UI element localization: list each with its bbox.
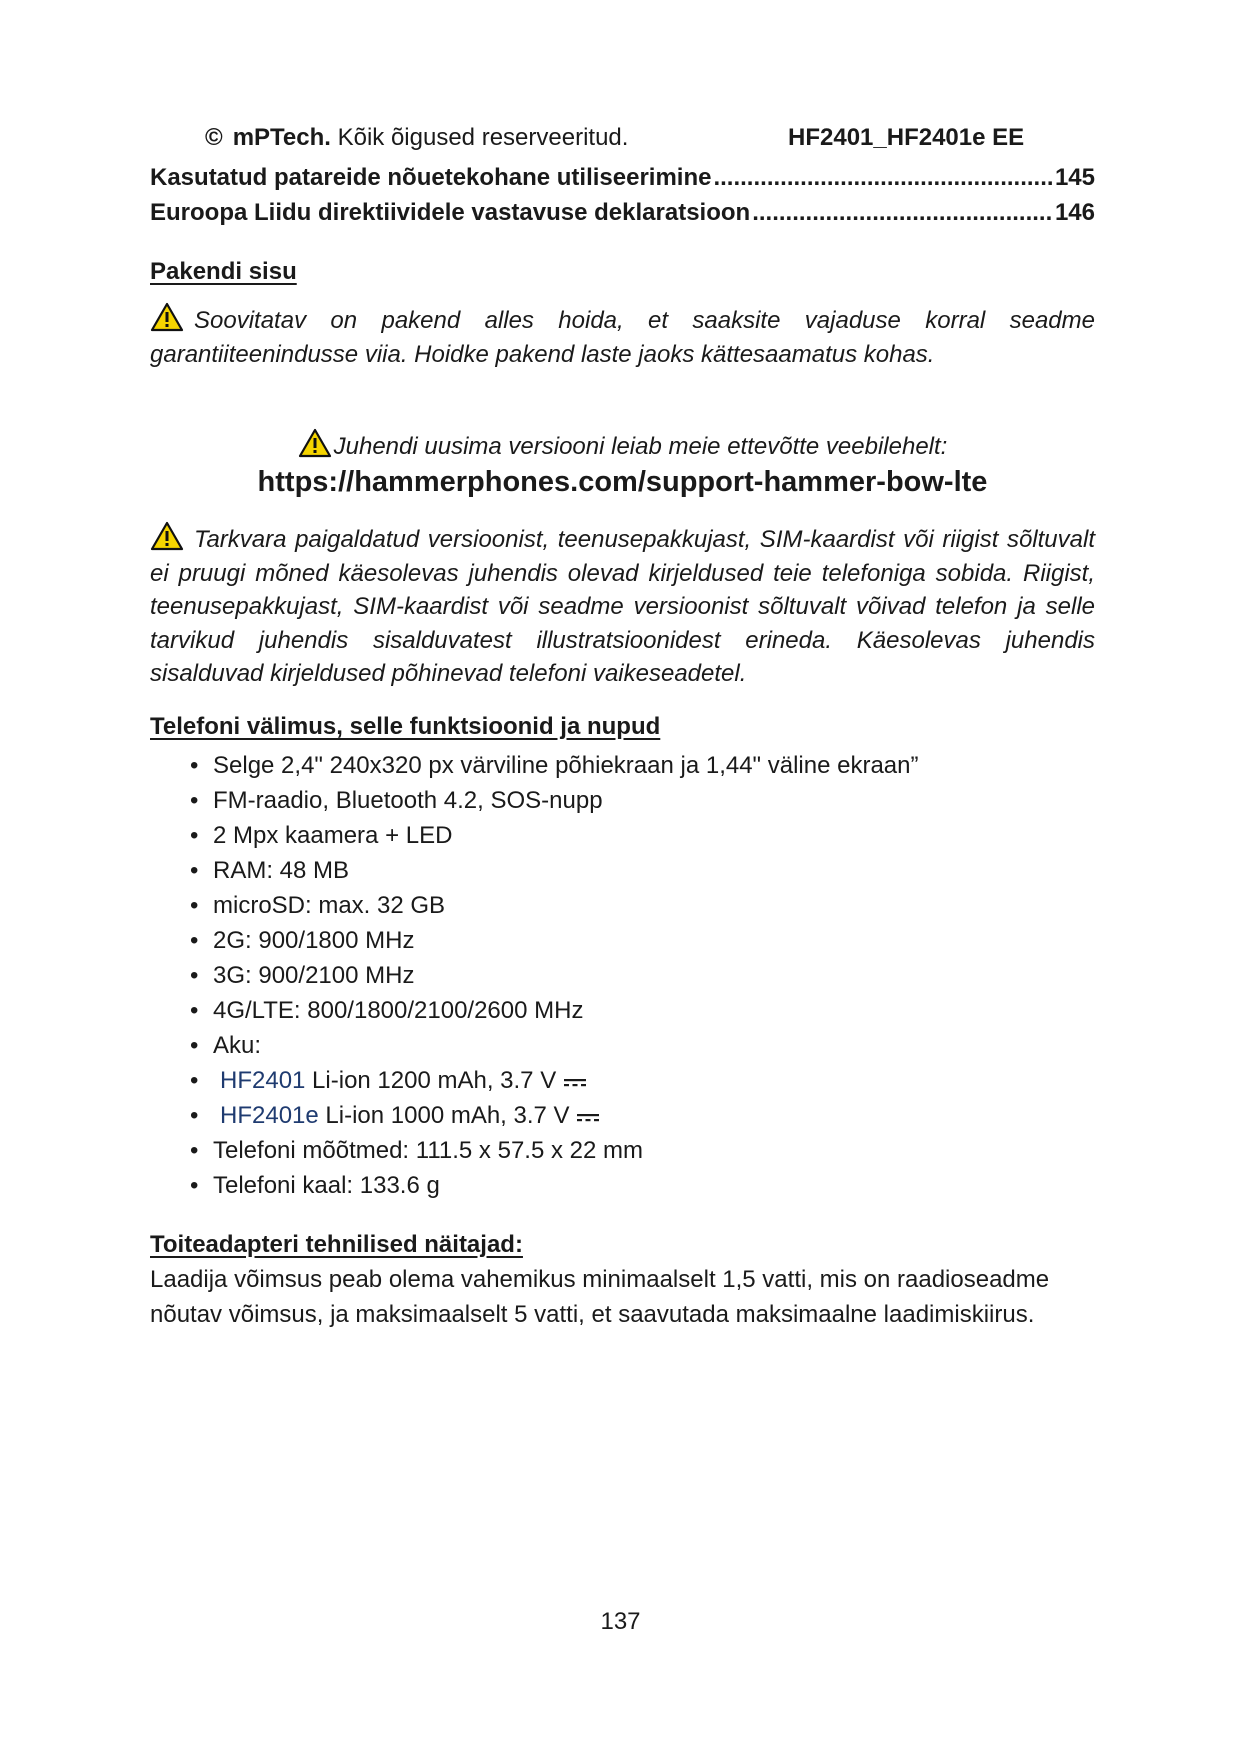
toc-leader	[713, 162, 1052, 194]
battery-model: HF2401	[220, 1067, 306, 1094]
bullet: •	[190, 857, 199, 884]
toc-page: 145	[1054, 164, 1095, 191]
toc-title: Kasutatud patareide nõuetekohane utiliseerimine	[150, 164, 712, 191]
list-item: • 4G/LTE: 800/1800/2100/2600 MHz	[150, 993, 1095, 1028]
support-url-link[interactable]: https://hammerphones.com/support-hammer-bow-lte	[257, 466, 988, 498]
bullet: •	[190, 962, 199, 989]
warning-triangle-icon	[150, 521, 184, 551]
bullet: •	[190, 1032, 199, 1059]
toc-page: 146	[1054, 199, 1095, 226]
rights-text: Kõik õigused reserveeritud.	[330, 124, 629, 151]
list-item: • Telefoni kaal: 133.6 g	[150, 1168, 1095, 1203]
dc-current-icon	[576, 1102, 600, 1129]
features-list	[150, 748, 1095, 1203]
battery-model: HF2401e	[220, 1102, 319, 1129]
page-number: 137	[600, 1608, 641, 1635]
page-header	[205, 122, 1045, 154]
bullet: •	[190, 997, 199, 1024]
list-item: • microSD: max. 32 GB	[150, 888, 1095, 923]
package-heading: Pakendi sisu	[150, 258, 297, 285]
manual-note-text: Juhendi uusima versiooni leiab meie ettevõtte veebilehelt:	[333, 433, 948, 460]
bullet: •	[190, 787, 199, 814]
warning-triangle-icon	[150, 302, 184, 332]
manual-note	[150, 428, 1095, 463]
list-item: • Selge 2,4" 240x320 px värviline põhiekraan ja 1,44" väline ekraan”	[150, 748, 1095, 783]
list-item: • 3G: 900/2100 MHz	[150, 958, 1095, 993]
features-heading: Telefoni välimus, selle funktsioonid ja nupud	[150, 713, 661, 740]
package-warning	[150, 302, 1095, 371]
software-warning-text: Tarkvara paigaldatud versioonist, teenusepakkujast, SIM-kaardist või riigist sõltuvalt ei pruugi mõned käesolevas juhendis olevad kirjeldused teie telefoniga sobida. Riigist, teenusepakkujast, SIM-kaardist või seadme versioonist sõltuvalt võivad telefon ja selle tarvikud juhendis sisalduvatest illustratsioonidest erineda. Käesolevas juhendis sisalduvad kirjeldused põhinevad telefoni vaikeseadetel.	[150, 526, 1095, 687]
dc-current-icon	[563, 1067, 587, 1094]
bullet: •	[190, 927, 199, 954]
bullet: •	[190, 822, 199, 849]
list-item: • Telefoni mõõtmed: 111.5 x 57.5 x 22 mm	[150, 1133, 1095, 1168]
list-item: • HF2401 Li-ion 1200 mAh, 3.7 V	[150, 1063, 1095, 1098]
toc-row[interactable]	[150, 162, 1095, 197]
list-item: • 2G: 900/1800 MHz	[150, 923, 1095, 958]
software-warning	[150, 521, 1095, 691]
bullet: •	[190, 1172, 199, 1199]
list-item: • Aku:	[150, 1028, 1095, 1063]
package-warning-text: Soovitatav on pakend alles hoida, et saaksite vajaduse korral seadme garantiiteenindusse viia. Hoidke pakend laste jaoks kättesaamatus kohas.	[150, 307, 1095, 368]
warning-triangle-icon	[298, 428, 332, 458]
table-of-contents	[150, 162, 1095, 232]
toc-row[interactable]	[150, 197, 1095, 232]
list-item: • HF2401e Li-ion 1000 mAh, 3.7 V	[150, 1098, 1095, 1133]
bullet: •	[190, 1102, 199, 1129]
company-name: mPTech.	[232, 124, 331, 151]
bullet: •	[190, 1067, 199, 1094]
bullet: •	[190, 752, 199, 779]
list-item: • 2 Mpx kaamera + LED	[150, 818, 1095, 853]
model-code: HF2401_HF2401e EE	[788, 124, 1025, 151]
toc-title: Euroopa Liidu direktiividele vastavuse deklaratsioon	[150, 199, 751, 226]
charger-text: Laadija võimsus peab olema vahemikus minimaalselt 1,5 vatti, mis on raadioseadme nõutav võimsus, ja maksimaalselt 5 vatti, et saavutada maksimaalne laadimiskiirus.	[150, 1266, 1050, 1328]
copyright-symbol: ©	[205, 124, 223, 151]
list-item: • RAM: 48 MB	[150, 853, 1095, 888]
toc-leader	[752, 197, 1053, 229]
bullet: •	[190, 892, 199, 919]
list-item: • FM-raadio, Bluetooth 4.2, SOS-nupp	[150, 783, 1095, 818]
bullet: •	[190, 1137, 199, 1164]
charger-heading: Toiteadapteri tehnilised näitajad:	[150, 1231, 523, 1258]
